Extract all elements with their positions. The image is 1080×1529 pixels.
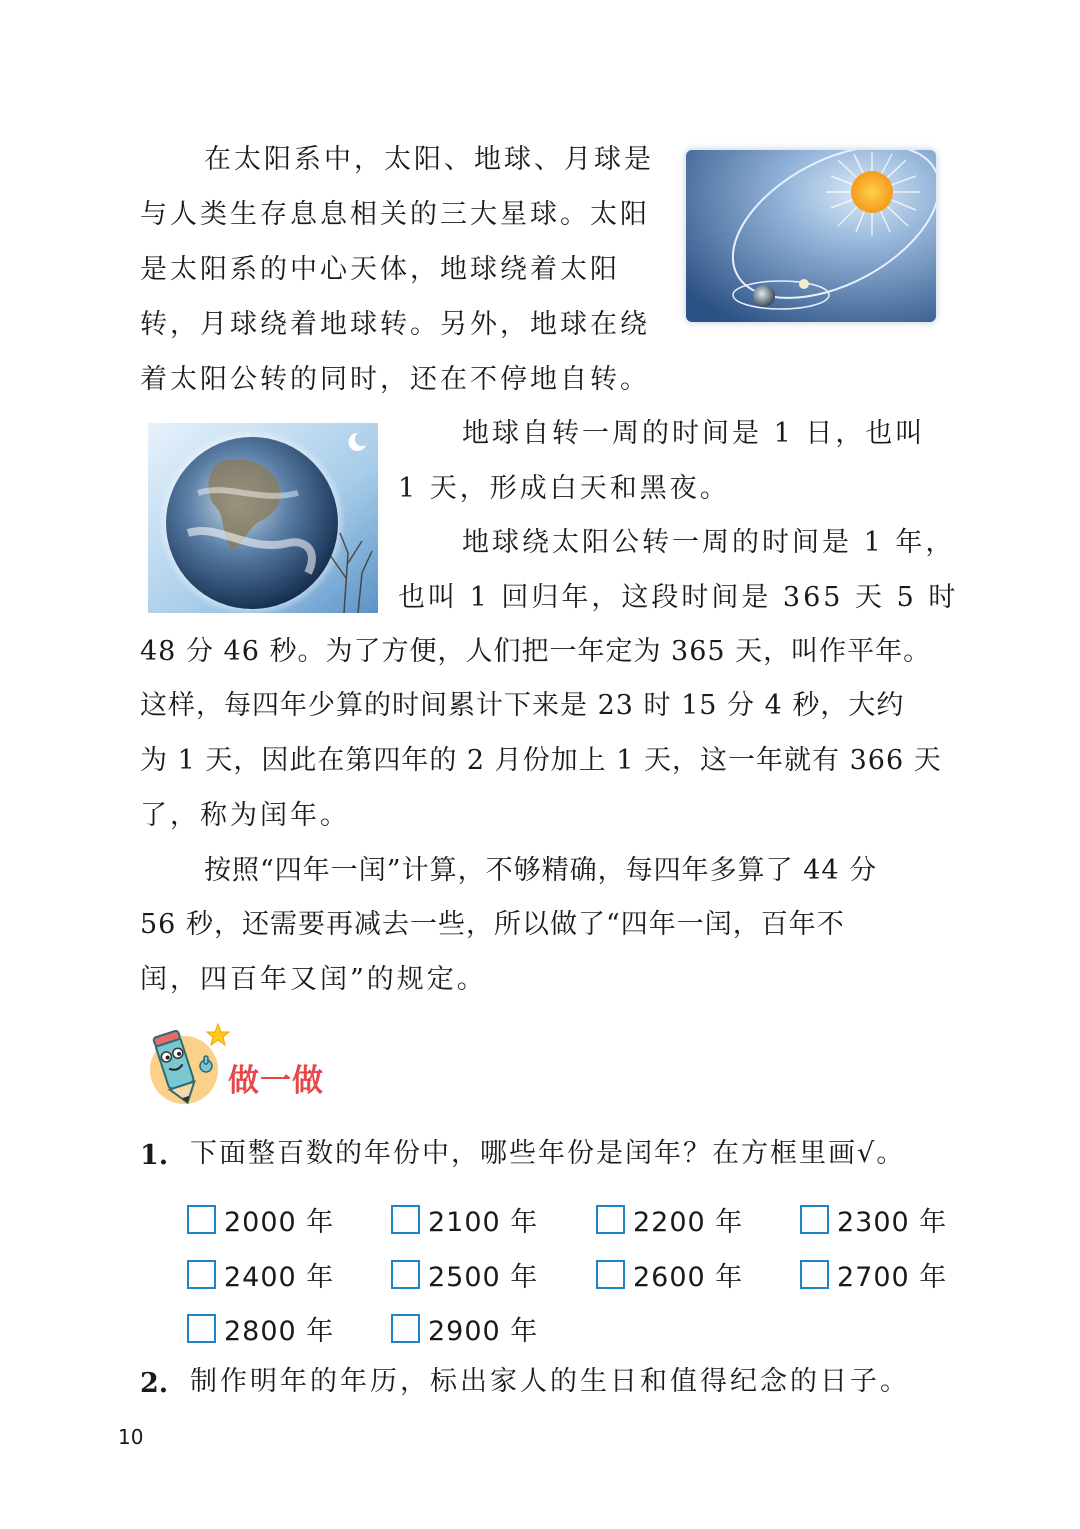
rule-line-3: 闰，四百年又闰”的规定。 (140, 964, 487, 995)
intro-line-5: 着太阳公转的同时，还在不停地自转。 (140, 364, 650, 395)
year-label: 2600 年 (633, 1261, 744, 1293)
earth-icon (753, 285, 775, 307)
revolution-line-4: 这样，每四年少算的时间累计下来是 23 时 15 分 4 秒，大约 (140, 690, 905, 721)
rule-line-2: 56 秒，还需要再减去一些，所以做了“四年一闰，百年不 (140, 909, 845, 940)
revolution-line-6: 了，称为闰年。 (140, 800, 350, 831)
question-1-text: 下面整百数的年份中，哪些年份是闰年？在方框里画√。 (190, 1138, 906, 1169)
checkbox-2300[interactable] (800, 1205, 829, 1234)
checkbox-2600[interactable] (596, 1260, 625, 1289)
question-1-number: 1. (140, 1140, 169, 1171)
question-2-text: 制作明年的年历，标出家人的生日和值得纪念的日子。 (190, 1366, 910, 1397)
rotation-line-2: 1 天，形成白天和黑夜。 (398, 473, 730, 504)
year-option-2400[interactable] (187, 1257, 334, 1291)
rotation-line-1: 地球自转一周的时间是 1 日，也叫 (462, 418, 926, 449)
year-label: 2300 年 (837, 1206, 948, 1238)
earth-illustration (148, 423, 378, 613)
page-number: 10 (118, 1425, 144, 1449)
year-label: 2200 年 (633, 1206, 744, 1238)
checkbox-2200[interactable] (596, 1205, 625, 1234)
year-label: 2400 年 (224, 1261, 335, 1293)
checkbox-2900[interactable] (391, 1314, 420, 1343)
solar-system-illustration (686, 150, 936, 322)
year-label: 2700 年 (837, 1261, 948, 1293)
rule-line-1: 按照“四年一闰”计算，不够精确，每四年多算了 44 分 (204, 855, 878, 886)
moon-icon (799, 279, 809, 289)
intro-line-2: 与人类生存息息相关的三大星球。太阳 (140, 199, 650, 230)
activity-title: 做一做 (228, 1063, 324, 1099)
checkbox-2400[interactable] (187, 1260, 216, 1289)
revolution-line-3: 48 分 46 秒。为了方便，人们把一年定为 365 天，叫作平年。 (140, 636, 932, 667)
year-option-2200[interactable] (596, 1202, 743, 1236)
question-2-number: 2. (140, 1368, 169, 1399)
year-option-2500[interactable] (391, 1257, 538, 1291)
checkbox-2800[interactable] (187, 1314, 216, 1343)
year-option-2800[interactable] (187, 1311, 334, 1345)
revolution-line-2: 也叫 1 回归年，这段时间是 365 天 5 时 (398, 582, 959, 613)
year-option-2900[interactable] (391, 1311, 538, 1345)
year-option-2700[interactable] (800, 1257, 947, 1291)
checkbox-2700[interactable] (800, 1260, 829, 1289)
checkbox-2100[interactable] (391, 1205, 420, 1234)
year-label: 2900 年 (428, 1315, 539, 1347)
checkbox-2500[interactable] (391, 1260, 420, 1289)
year-label: 2800 年 (224, 1315, 335, 1347)
year-label: 2100 年 (428, 1206, 539, 1238)
year-option-2600[interactable] (596, 1257, 743, 1291)
intro-line-4: 转，月球绕着地球转。另外，地球在绕 (140, 309, 650, 340)
year-label: 2500 年 (428, 1261, 539, 1293)
intro-line-1: 在太阳系中，太阳、地球、月球是 (204, 144, 654, 175)
revolution-line-1: 地球绕太阳公转一周的时间是 1 年， (462, 527, 956, 558)
year-option-2100[interactable] (391, 1202, 538, 1236)
year-option-2300[interactable] (800, 1202, 947, 1236)
sun-icon (851, 171, 893, 213)
checkbox-2000[interactable] (187, 1205, 216, 1234)
year-option-2000[interactable] (187, 1202, 334, 1236)
pencil-mascot-icon (140, 1020, 236, 1106)
intro-line-3: 是太阳系的中心天体，地球绕着太阳 (140, 254, 620, 285)
year-label: 2000 年 (224, 1206, 335, 1238)
revolution-line-5: 为 1 天，因此在第四年的 2 月份加上 1 天，这一年就有 366 天 (140, 745, 942, 776)
